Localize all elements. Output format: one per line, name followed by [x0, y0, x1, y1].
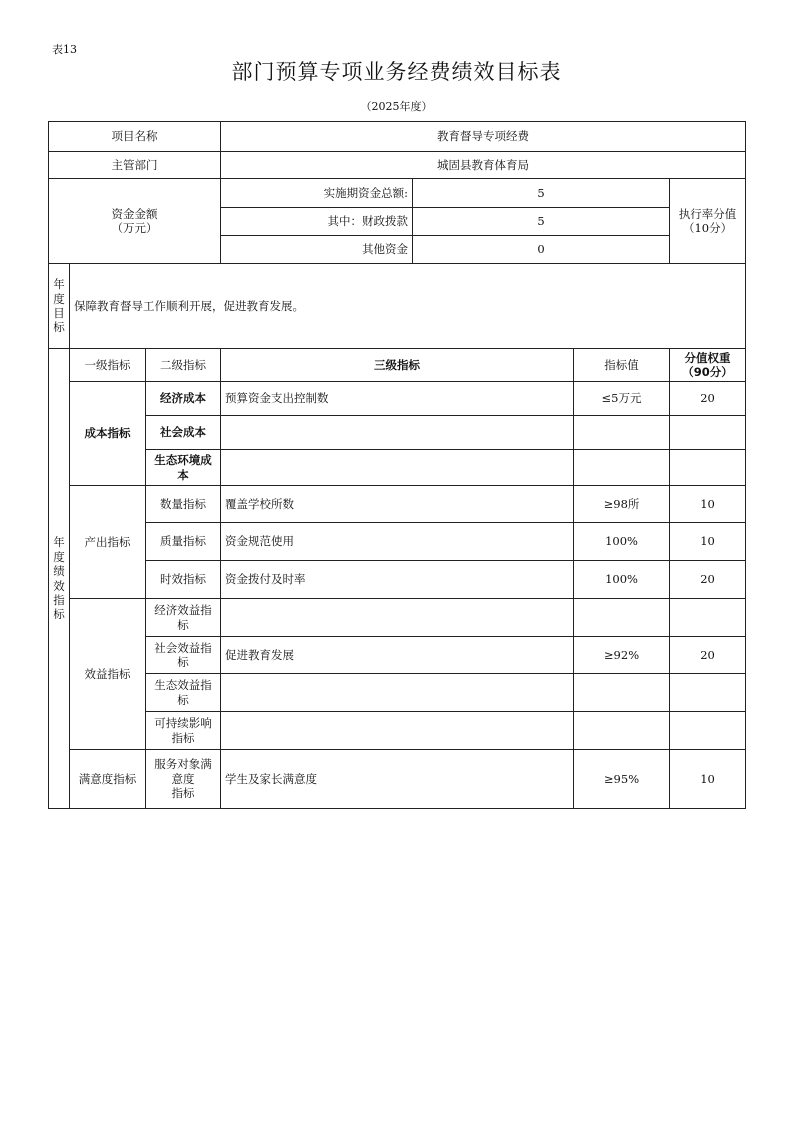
output-level2: 时效指标 — [146, 561, 221, 599]
benefit-level2 — [146, 637, 221, 674]
benefit-value — [574, 712, 670, 750]
output-level2: 质量指标 — [146, 523, 221, 561]
dept-label: 主管部门 — [49, 152, 221, 179]
benefit-value — [574, 599, 670, 637]
benefit-weight — [670, 712, 746, 750]
output-level2: 数量指标 — [146, 486, 221, 523]
benefit-level1: 效益指标 — [70, 599, 146, 750]
benefit-level3 — [221, 712, 574, 750]
side-char: 指 — [53, 592, 65, 607]
cost-level3: 预算资金支出控制数 — [221, 382, 574, 416]
benefit-level2-line1: 生态效益指 — [154, 678, 212, 693]
header-weight-line1: 分值权重 — [684, 350, 731, 365]
year-label: （2025年度） — [360, 100, 433, 113]
benefit-level2 — [146, 674, 221, 712]
funds-fiscal-value: 5 — [413, 208, 670, 236]
benefit-level2 — [146, 599, 221, 637]
output-value: ≥98所 — [574, 486, 670, 523]
benefit-weight — [670, 599, 746, 637]
annual-goal-char: 标 — [53, 320, 65, 335]
side-char: 绩 — [53, 564, 65, 579]
table-row — [49, 382, 746, 416]
header-level3: 三级指标 — [221, 349, 574, 382]
project-row — [49, 122, 746, 152]
funds-label-line1: 资金金额 — [111, 206, 158, 221]
benefit-level2-line2: 标 — [177, 692, 189, 707]
table-number: 表13 — [52, 43, 77, 56]
annual-goal-char: 目 — [53, 306, 65, 320]
table-row — [49, 486, 746, 523]
annual-goal-char: 度 — [53, 291, 65, 306]
output-level3: 覆盖学校所数 — [221, 486, 574, 523]
output-weight: 10 — [670, 523, 746, 561]
output-level1: 产出指标 — [70, 486, 146, 599]
table-row — [49, 599, 746, 637]
funds-other-label: 其他资金 — [221, 236, 413, 264]
execution-score-line2: （10分） — [682, 221, 733, 235]
cost-level3 — [221, 450, 574, 486]
satisfaction-level2 — [146, 750, 221, 809]
execution-score-line1: 执行率分值 — [678, 206, 737, 221]
funds-label — [49, 179, 221, 264]
cost-weight — [670, 416, 746, 450]
cost-value — [574, 416, 670, 450]
cost-weight — [670, 450, 746, 486]
table-row — [49, 523, 746, 561]
side-char: 效 — [53, 578, 65, 593]
cost-weight: 20 — [670, 382, 746, 416]
benefit-level2-line2: 指标 — [171, 730, 195, 745]
benefit-level2-line2: 标 — [177, 655, 189, 669]
page-title: 部门预算专项业务经费绩效目标表 — [231, 60, 562, 84]
cost-level2: 社会成本 — [146, 416, 221, 450]
output-value: 100% — [574, 523, 670, 561]
cost-value: ≤5万元 — [574, 382, 670, 416]
benefit-value: ≥92% — [574, 637, 670, 674]
output-level3: 资金规范使用 — [221, 523, 574, 561]
satisfaction-level2-line1: 服务对象满 — [154, 757, 212, 772]
cost-level2 — [146, 450, 221, 486]
table-row — [49, 750, 746, 809]
project-value: 教育督导专项经费 — [221, 122, 746, 152]
funds-label-line2: （万元） — [111, 221, 158, 235]
cost-level1: 成本指标 — [70, 382, 146, 486]
output-value: 100% — [574, 561, 670, 599]
funds-total-row — [49, 179, 746, 208]
cost-level2: 经济成本 — [146, 382, 221, 416]
benefit-level2-line2: 标 — [177, 617, 189, 632]
header-weight-line2: （90分） — [682, 365, 733, 379]
benefit-level2-line1: 社会效益指 — [154, 640, 212, 655]
cost-level2-line1: 生态环境成 — [154, 453, 212, 468]
annual-goal-label — [49, 264, 70, 349]
output-level3: 资金拨付及时率 — [221, 561, 574, 599]
benefit-level3 — [221, 599, 574, 637]
benefit-value — [574, 674, 670, 712]
satisfaction-value: ≥95% — [574, 750, 670, 809]
funds-other-value: 0 — [413, 236, 670, 264]
satisfaction-level2-line2: 意度 — [171, 771, 195, 786]
side-char: 年 — [53, 535, 65, 550]
benefit-level2-line1: 经济效益指 — [154, 603, 212, 618]
funds-total-label: 实施期资金总额: — [221, 179, 413, 208]
satisfaction-level1: 满意度指标 — [70, 750, 146, 809]
annual-goal-text: 保障教育督导工作顺利开展，促进教育发展。 — [70, 264, 746, 349]
project-label: 项目名称 — [49, 122, 221, 152]
cost-level2-line2: 本 — [177, 467, 189, 482]
table-row — [49, 712, 746, 750]
table-row — [49, 637, 746, 674]
execution-score — [670, 179, 746, 264]
output-weight: 20 — [670, 561, 746, 599]
cost-value — [574, 450, 670, 486]
benefit-weight: 20 — [670, 637, 746, 674]
annual-goal-char: 年 — [53, 277, 65, 292]
header-level1: 一级指标 — [70, 349, 146, 382]
header-weight — [670, 349, 746, 382]
table-row — [49, 416, 746, 450]
output-weight: 10 — [670, 486, 746, 523]
indicator-side-label — [49, 349, 70, 809]
header-level2: 二级指标 — [146, 349, 221, 382]
side-char: 标 — [53, 607, 65, 622]
cost-level3 — [221, 416, 574, 450]
table-row — [49, 450, 746, 486]
satisfaction-level2-line3: 指标 — [171, 786, 195, 801]
performance-table — [48, 121, 746, 809]
benefit-level3 — [221, 674, 574, 712]
funds-fiscal-label: 其中：财政拨款 — [221, 208, 413, 236]
table-row — [49, 674, 746, 712]
satisfaction-weight: 10 — [670, 750, 746, 809]
indicator-header-row — [49, 349, 746, 382]
benefit-level2 — [146, 712, 221, 750]
dept-value: 城固县教育体育局 — [221, 152, 746, 179]
dept-row — [49, 152, 746, 179]
header-value: 指标值 — [574, 349, 670, 382]
funds-total-value: 5 — [413, 179, 670, 208]
satisfaction-level3: 学生及家长满意度 — [221, 750, 574, 809]
benefit-level3: 促进教育发展 — [221, 637, 574, 674]
side-char: 度 — [53, 549, 65, 564]
benefit-weight — [670, 674, 746, 712]
benefit-level2-line1: 可持续影响 — [154, 716, 212, 731]
table-row — [49, 561, 746, 599]
annual-goal-row — [49, 264, 746, 349]
